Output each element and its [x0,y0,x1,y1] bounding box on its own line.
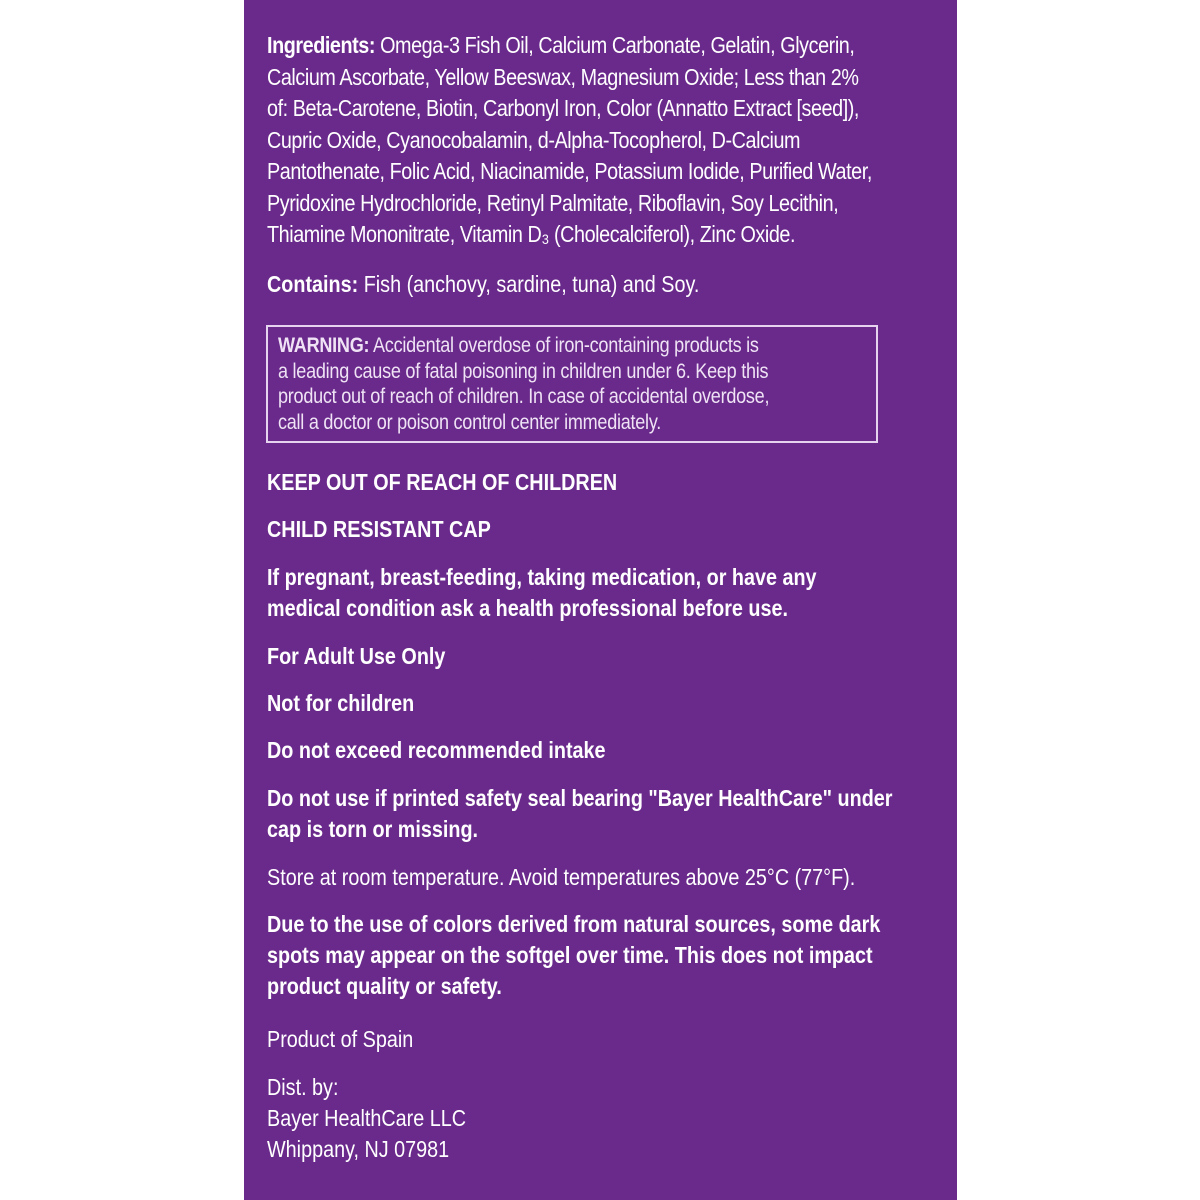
contains-line [267,269,699,300]
ingredients-line-4: Cupric Oxide, Cyanocobalamin, d-Alpha-Tocopherol, D-Calcium [267,126,801,153]
seal-statement-line-1: Do not use if printed safety seal bearing "Bayer HealthCare" under [267,785,893,811]
contains-label: Contains: [267,271,359,297]
label-panel [244,0,957,1200]
ingredients-line-2: Calcium Ascorbate, Yellow Beeswax, Magnesium Oxide; Less than 2% [267,63,859,90]
warning-label: WARNING: [278,334,370,357]
ingredients-line-6: Pyridoxine Hydrochloride, Retinyl Palmitate, Riboflavin, Soy Lecithin, [267,189,839,216]
keep-out-statement: KEEP OUT OF REACH OF CHILDREN [267,469,618,495]
pregnancy-statement-line-2: medical condition ask a health professional before use. [267,595,789,621]
ingredients-line-5: Pantothenate, Folic Acid, Niacinamide, Potassium Iodide, Purified Water, [267,158,872,184]
adult-use-statement: For Adult Use Only [267,643,446,669]
child-cap-statement: CHILD RESISTANT CAP [267,516,491,542]
contains-text: Fish (anchovy, sardine, tuna) and Soy. [358,271,700,297]
ingredients-text-1: Omega-3 Fish Oil, Calcium Carbonate, Gelatin, Glycerin, [375,32,855,58]
warning-line-2: a leading cause of fatal poisoning in children under 6. Keep this [278,359,769,383]
warning-text-1: Accidental overdose of iron-containing products is [369,334,759,357]
warning-line-3: product out of reach of children. In case of accidental overdose, [278,385,770,408]
intake-statement: Do not exceed recommended intake [267,737,606,763]
origin-statement: Product of Spain [267,1026,414,1052]
ingredients-label: Ingredients: [267,32,376,58]
warning-line-1 [278,333,871,359]
ingredients-line-1 [267,30,932,62]
seal-statement-line-2: cap is torn or missing. [267,816,479,842]
pregnancy-statement-line-1: If pregnant, breast-feeding, taking medication, or have any [267,564,817,590]
distributor-line-3: Whippany, NJ 07981 [267,1136,450,1162]
warning-line-4: call a doctor or poison control center immediately. [278,410,662,434]
ingredients-line-7: Thiamine Mononitrate, Vitamin D₃ (Cholecalciferol), Zinc Oxide. [267,221,796,247]
colors-statement-line-1: Due to the use of colors derived from natural sources, some dark [267,911,881,937]
storage-statement: Store at room temperature. Avoid temperatures above 25°C (77°F). [267,864,856,890]
ingredients-line-3: of: Beta-Carotene, Biotin, Carbonyl Iron, Color (Annatto Extract [seed]), [267,95,859,121]
not-for-children-statement: Not for children [267,690,415,716]
warning-box [266,325,878,443]
warning-text [278,333,871,435]
colors-statement-line-2: spots may appear on the softgel over time. This does not impact [267,942,873,968]
distributor-line-1: Dist. by: [267,1074,339,1100]
colors-statement-line-3: product quality or safety. [267,973,502,999]
ingredients-block [267,30,932,251]
distributor-line-2: Bayer HealthCare LLC [267,1105,467,1131]
